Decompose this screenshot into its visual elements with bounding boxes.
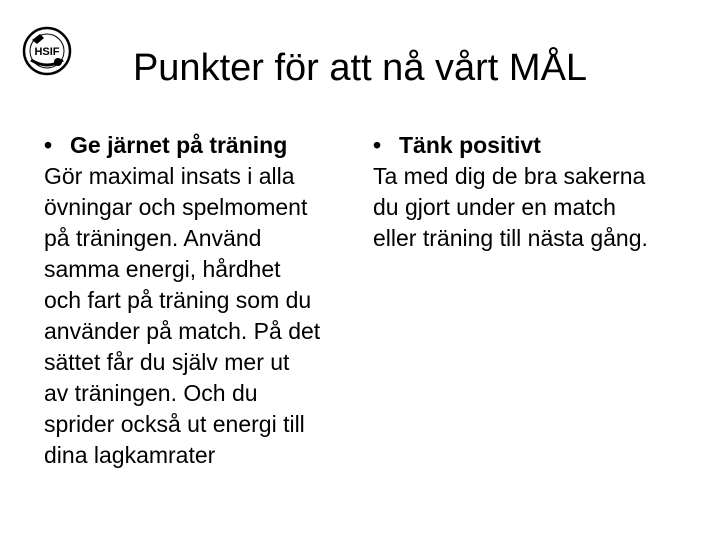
left-body-line: Gör maximal insats i alla [44, 163, 295, 189]
right-body-line: du gjort under en match [373, 194, 616, 220]
left-body-line: dina lagkamrater [44, 442, 216, 468]
right-body-line: Ta med dig de bra sakerna [373, 163, 646, 189]
slide-title: Punkter för att nå vårt MÅL [132, 47, 588, 89]
left-body-line: av träningen. Och du [44, 380, 258, 406]
left-column [44, 130, 364, 471]
left-body-line: använder på match. På det [44, 318, 321, 344]
left-heading: Ge järnet på träning [70, 132, 288, 158]
left-body-line: och fart på träning som du [44, 287, 312, 313]
bullet-icon: • [373, 132, 382, 158]
left-body-line: övningar och spelmoment [44, 194, 308, 220]
left-body-line: sättet får du själv mer ut [44, 349, 290, 375]
left-body-line: på träningen. Använd [44, 225, 262, 251]
right-column [373, 130, 703, 254]
right-bullet [373, 130, 703, 161]
left-body-line: sprider också ut energi till [44, 411, 305, 437]
right-heading: Tänk positivt [399, 132, 541, 158]
left-bullet [44, 130, 364, 161]
bullet-icon: • [44, 132, 53, 158]
svg-text:HSIF: HSIF [34, 46, 60, 58]
right-body-line: eller träning till nästa gång. [373, 225, 648, 251]
left-body-line: samma energi, hårdhet [44, 256, 281, 282]
